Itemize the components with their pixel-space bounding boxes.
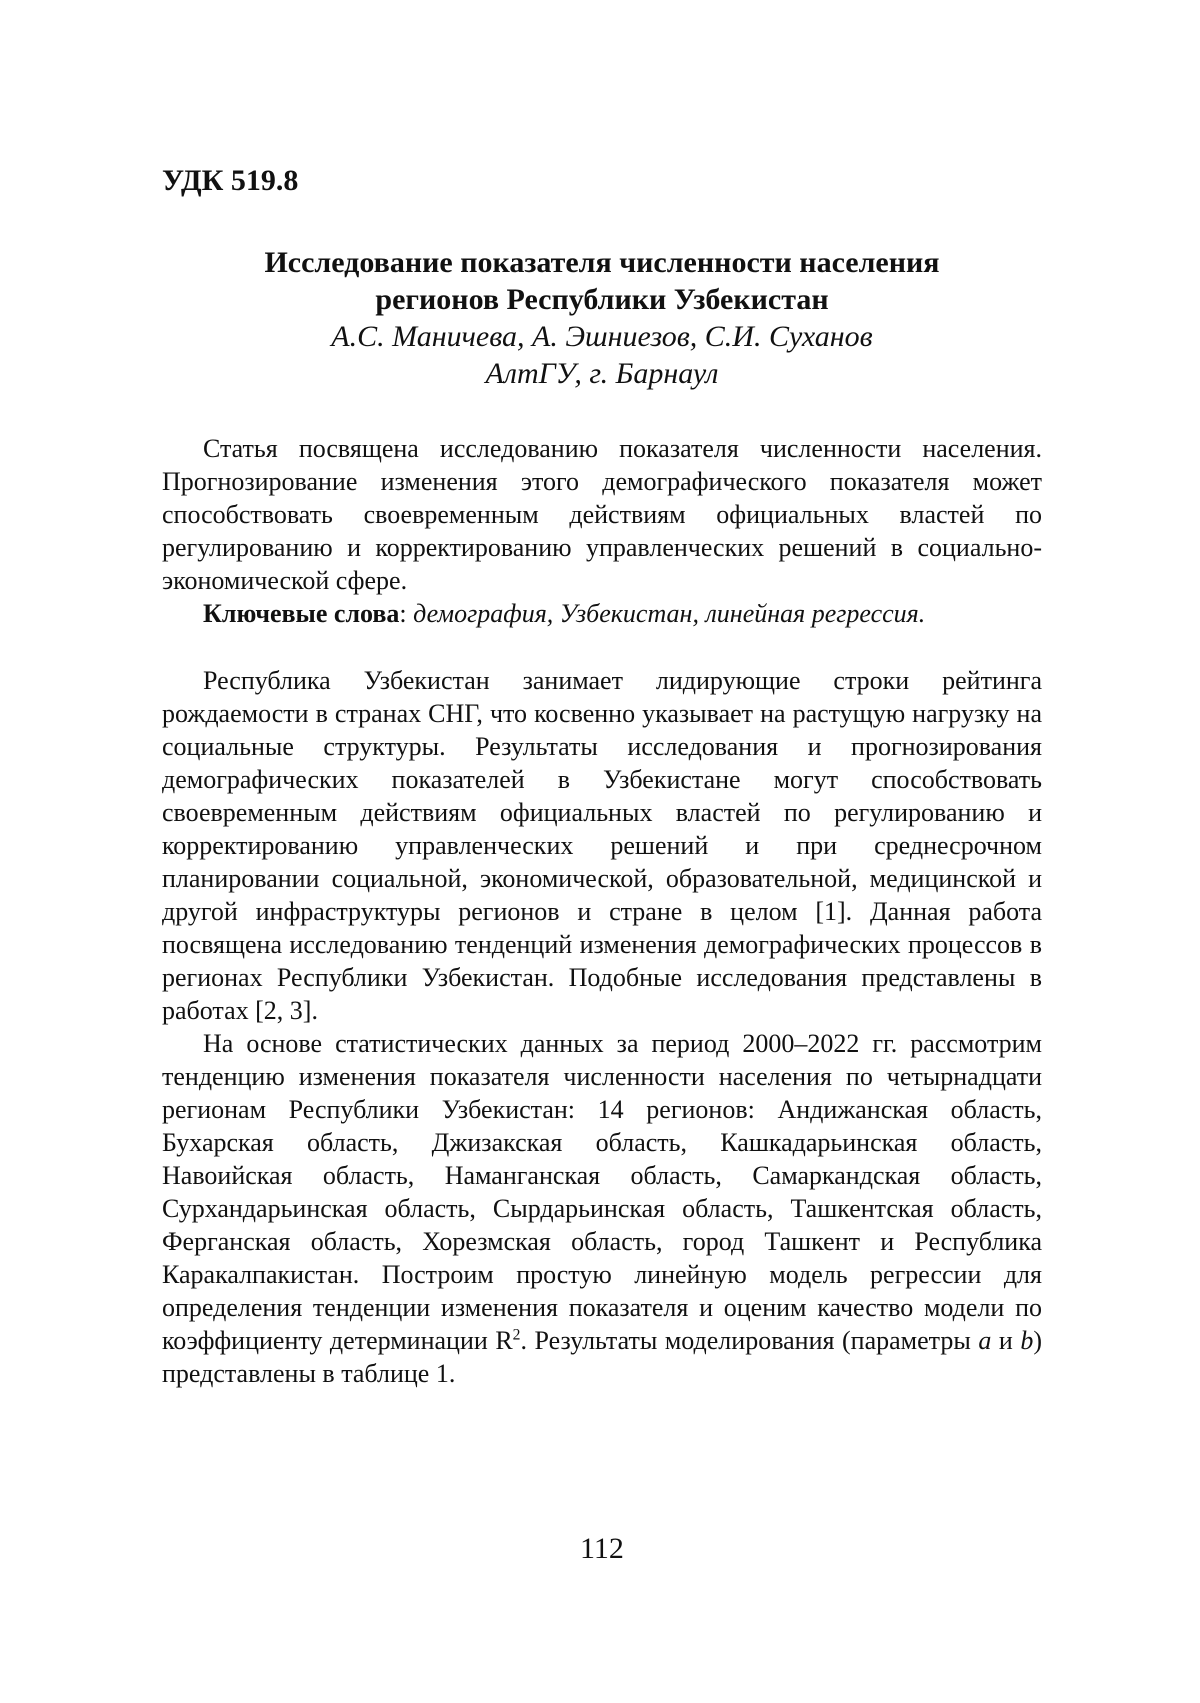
- paper-page: [162, 0, 1042, 1703]
- param-a: a: [978, 1326, 992, 1355]
- affiliation: АлтГУ, г. Барнаул: [485, 357, 719, 390]
- body-paragraph-2-text-end: ) представлены в таблице 1.: [162, 1326, 1042, 1388]
- abstract-text: Статья посвящена исследованию показателя численности населения. Прогнозирование изменения этого демографического показателя может способствовать своевременным действиям официальных властей по регулированию и корректированию управленческих решений в социально-экономической сфере.: [162, 434, 1042, 595]
- page-number: 112: [580, 1532, 624, 1565]
- paper-title-line-2: регионов Республики Узбекистан: [375, 283, 829, 316]
- body-section: [162, 664, 1042, 1390]
- body-paragraph-2-text: На основе статистических данных за период 2000–2022 гг. рассмотрим тенденцию изменения показателя численности населения по четырнадцати регионам Республики Узбекистан: 14 регионов: Андижанская область, Бухарская область, Джизакская область, Кашкадарьинская область, Навоийская область, Наманганская область, Самаркандская область, Сурхандарьинская область, Сырдарьинская область, Ташкентская область, Ферганская область, Хорезмская область, город Ташкент и Республика Каракалпакистан. Построим простую линейную модель регрессии для определения тенденции изменения показателя и оценим качество модели по коэффициенту детерминации R: [162, 1029, 1042, 1355]
- paper-title-line-1: Исследование показателя численности населения: [264, 246, 940, 279]
- body-paragraph-2: [162, 1027, 1042, 1390]
- param-b: b: [1020, 1326, 1034, 1355]
- body-paragraph-2-text-cont: . Результаты моделирования (параметры: [520, 1326, 979, 1355]
- udk-code: УДК 519.8: [162, 164, 299, 197]
- conjunction: и: [991, 1326, 1021, 1355]
- body-paragraph-1: Республика Узбекистан занимает лидирующие строки рейтинга рождаемости в странах СНГ, что косвенно указывает на растущую нагрузку на социальные структуры. Результаты исследования и прогнозирования демографических показателей в Узбекистане могут способствовать своевременным действиям официальных властей по регулированию и корректированию управленческих решений и при среднесрочном планировании социальной, экономической, образовательной, медицинской и другой инфраструктуры регионов и стране в целом [1]. Данная работа посвящена исследованию тенденций изменения демографических процессов в регионах Республики Узбекистан. Подобные исследования представлены в работах [2, 3].: [162, 666, 1042, 1025]
- keywords-label: Ключевые слова: [203, 599, 400, 628]
- keywords-separator: :: [399, 599, 414, 628]
- keywords: [162, 597, 1042, 630]
- authors: А.С. Маничева, А. Эшниезов, С.И. Суханов: [331, 320, 873, 353]
- title-block: [162, 244, 1042, 392]
- r-squared-superscript: 2: [512, 1326, 521, 1344]
- abstract-section: [162, 432, 1042, 630]
- keywords-list: демография, Узбекистан, линейная регрессия.: [413, 599, 926, 628]
